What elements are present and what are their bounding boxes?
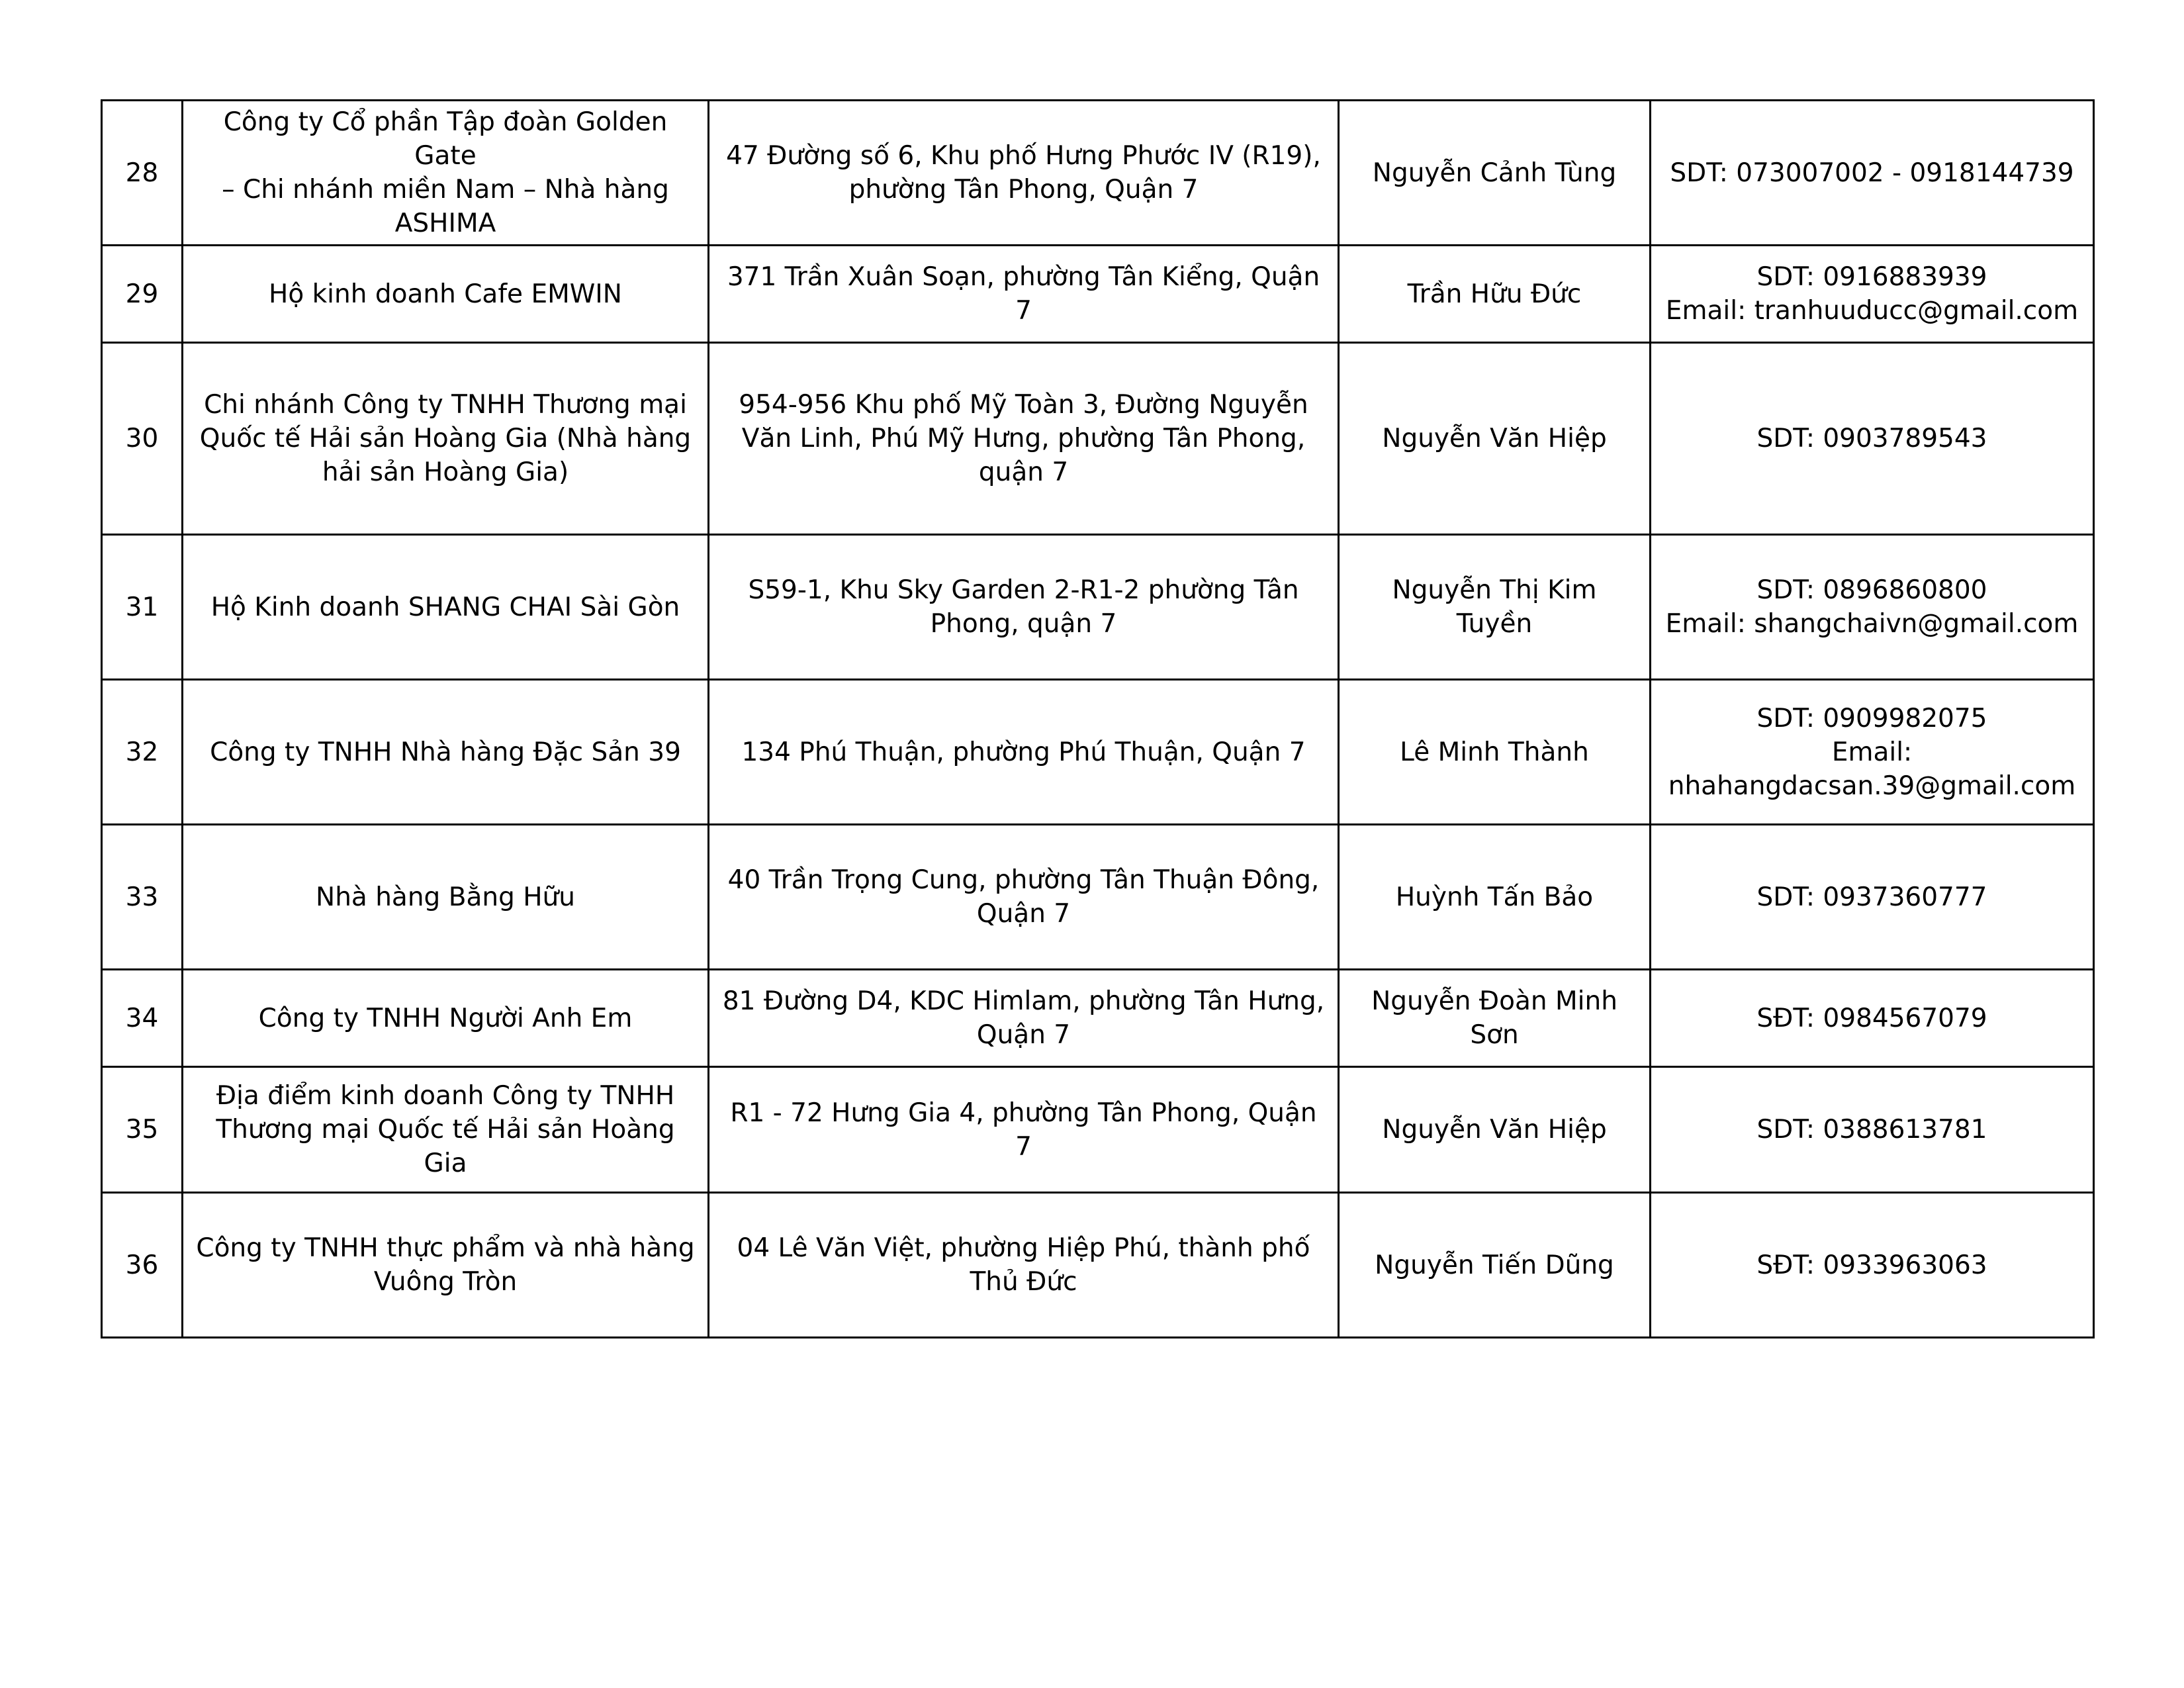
business-name: Nhà hàng Bằng Hữu — [183, 825, 709, 970]
business-address: 47 Đường số 6, Khu phố Hưng Phước IV (R19), phường Tân Phong, Quận 7 — [709, 101, 1339, 246]
business-address: 954-956 Khu phố Mỹ Toàn 3, Đường Nguyễn Văn Linh, Phú Mỹ Hưng, phường Tân Phong, quận 7 — [709, 343, 1339, 535]
business-address: 371 Trần Xuân Soạn, phường Tân Kiểng, Quận 7 — [709, 246, 1339, 343]
business-name: Chi nhánh Công ty TNHH Thương mại Quốc tế Hải sản Hoàng Gia (Nhà hàng hải sản Hoàng Gia) — [183, 343, 709, 535]
business-name: Công ty TNHH thực phẩm và nhà hàng Vuông Tròn — [183, 1193, 709, 1338]
business-name: Công ty TNHH Nhà hàng Đặc Sản 39 — [183, 680, 709, 825]
contact-info: SĐT: 0984567079 — [1651, 970, 2094, 1067]
business-name: Công ty TNHH Người Anh Em — [183, 970, 709, 1067]
representative-name: Nguyễn Tiến Dũng — [1339, 1193, 1651, 1338]
contact-info: SDT: 0916883939 Email: tranhuuducc@gmail.com — [1651, 246, 2094, 343]
table-row — [102, 535, 2094, 680]
table-row — [102, 970, 2094, 1067]
representative-name: Nguyễn Đoàn Minh Sơn — [1339, 970, 1651, 1067]
row-number: 36 — [102, 1193, 183, 1338]
business-address: S59-1, Khu Sky Garden 2-R1-2 phường Tân Phong, quận 7 — [709, 535, 1339, 680]
table-row — [102, 1067, 2094, 1193]
table-row — [102, 101, 2094, 246]
business-list-table — [101, 99, 2095, 1338]
business-name: Hộ kinh doanh Cafe EMWIN — [183, 246, 709, 343]
contact-info: SDT: 0896860800 Email: shangchaivn@gmail.com — [1651, 535, 2094, 680]
business-address: 04 Lê Văn Việt, phường Hiệp Phú, thành phố Thủ Đức — [709, 1193, 1339, 1338]
representative-name: Lê Minh Thành — [1339, 680, 1651, 825]
row-number: 30 — [102, 343, 183, 535]
table-row — [102, 1193, 2094, 1338]
contact-info: SDT: 073007002 - 0918144739 — [1651, 101, 2094, 246]
row-number: 31 — [102, 535, 183, 680]
contact-info: SDT: 0909982075 Email: nhahangdacsan.39@gmail.com — [1651, 680, 2094, 825]
contact-info: SDT: 0937360777 — [1651, 825, 2094, 970]
representative-name: Nguyễn Văn Hiệp — [1339, 343, 1651, 535]
table-row — [102, 343, 2094, 535]
representative-name: Nguyễn Văn Hiệp — [1339, 1067, 1651, 1193]
business-name: Hộ Kinh doanh SHANG CHAI Sài Gòn — [183, 535, 709, 680]
business-address: R1 - 72 Hưng Gia 4, phường Tân Phong, Quận 7 — [709, 1067, 1339, 1193]
contact-info: SĐT: 0933963063 — [1651, 1193, 2094, 1338]
representative-name: Huỳnh Tấn Bảo — [1339, 825, 1651, 970]
row-number: 35 — [102, 1067, 183, 1193]
row-number: 28 — [102, 101, 183, 246]
table-row — [102, 680, 2094, 825]
table-row — [102, 825, 2094, 970]
row-number: 33 — [102, 825, 183, 970]
business-address: 40 Trần Trọng Cung, phường Tân Thuận Đông, Quận 7 — [709, 825, 1339, 970]
row-number: 29 — [102, 246, 183, 343]
business-address: 134 Phú Thuận, phường Phú Thuận, Quận 7 — [709, 680, 1339, 825]
row-number: 32 — [102, 680, 183, 825]
business-address: 81 Đường D4, KDC Himlam, phường Tân Hưng, Quận 7 — [709, 970, 1339, 1067]
contact-info: SDT: 0903789543 — [1651, 343, 2094, 535]
representative-name: Nguyễn Cảnh Tùng — [1339, 101, 1651, 246]
row-number: 34 — [102, 970, 183, 1067]
business-name: Địa điểm kinh doanh Công ty TNHH Thương mại Quốc tế Hải sản Hoàng Gia — [183, 1067, 709, 1193]
representative-name: Trần Hữu Đức — [1339, 246, 1651, 343]
business-name: Công ty Cổ phần Tập đoàn Golden Gate – Chi nhánh miền Nam – Nhà hàng ASHIMA — [183, 101, 709, 246]
table-row — [102, 246, 2094, 343]
representative-name: Nguyễn Thị Kim Tuyền — [1339, 535, 1651, 680]
contact-info: SDT: 0388613781 — [1651, 1067, 2094, 1193]
